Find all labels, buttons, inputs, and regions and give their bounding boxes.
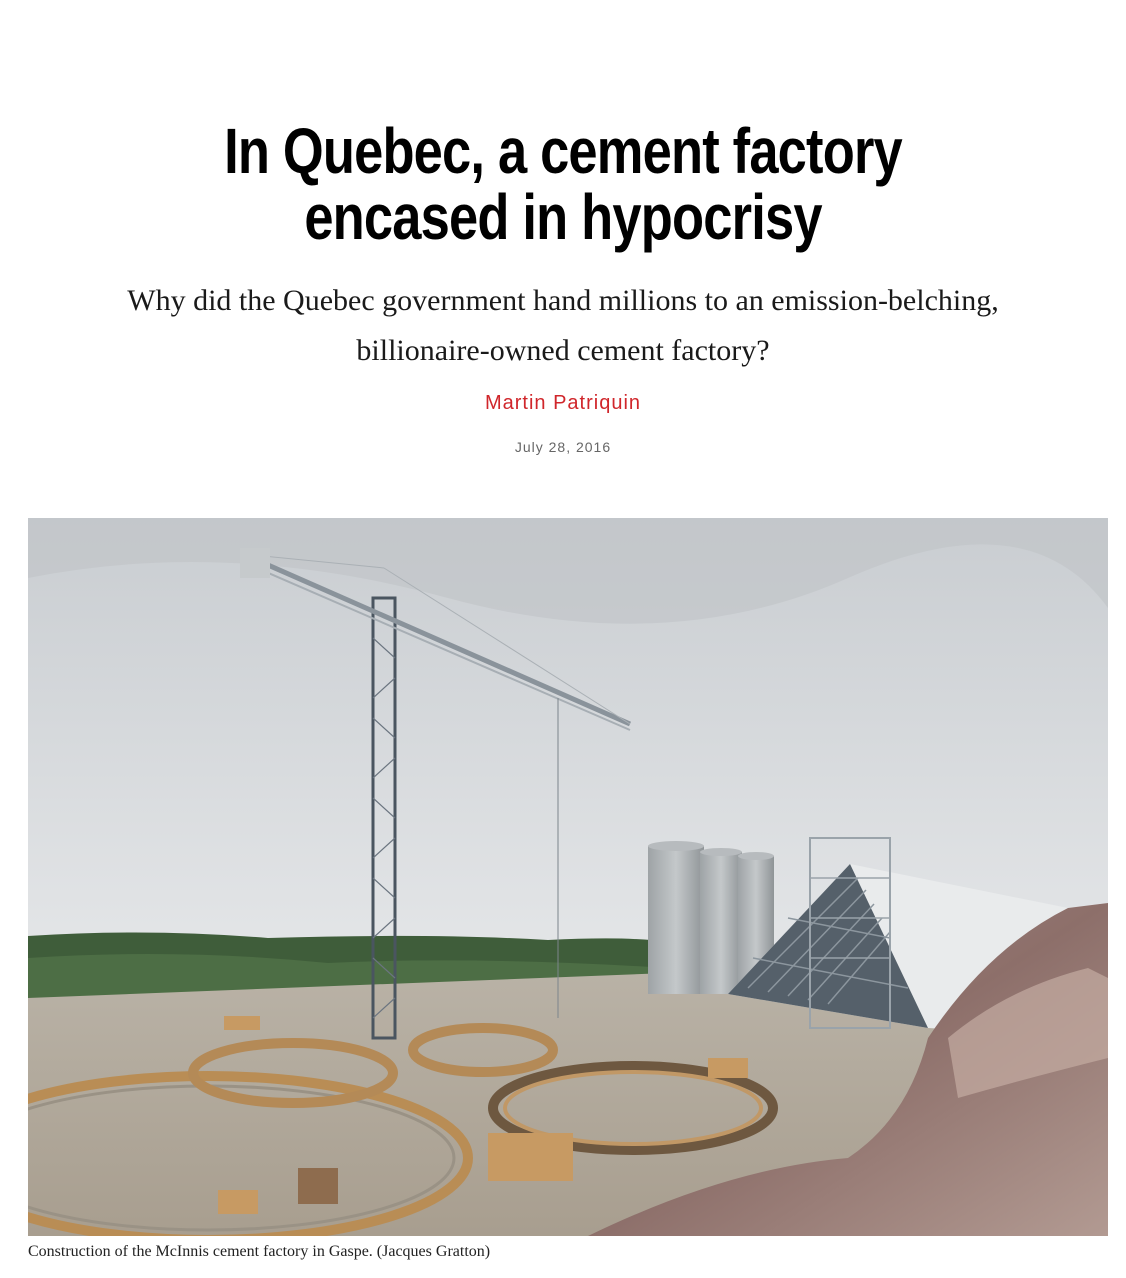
article-headline: In Quebec, a cement factory encased in hypocrisy — [224, 115, 902, 253]
construction-site-photo — [28, 518, 1108, 1236]
publish-date: July 28, 2016 — [514, 439, 612, 455]
author-link[interactable]: Martin Patriquin — [484, 392, 642, 414]
article-dek: Why did the Quebec government hand millions to an emission-belching, billionaire-owned cement factory? — [127, 284, 999, 367]
photo-caption: Construction of the McInnis cement factory in Gaspe. (Jacques Gratton) — [28, 1243, 491, 1260]
hero-photo — [28, 518, 1108, 1236]
